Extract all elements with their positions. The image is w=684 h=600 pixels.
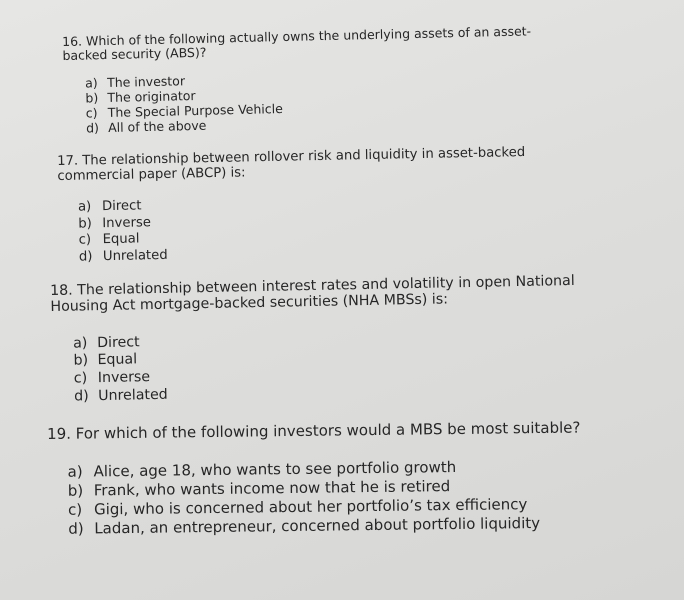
option-text: Unrelated bbox=[102, 247, 168, 264]
option-letter: a) bbox=[73, 334, 88, 352]
option-text: The Special Purpose Vehicle bbox=[107, 100, 283, 120]
option-text: The investor bbox=[106, 72, 186, 90]
option-letter: b) bbox=[73, 352, 89, 369]
option-letter: d) bbox=[85, 119, 100, 136]
option-letter: d) bbox=[78, 249, 93, 265]
option-letter: d) bbox=[74, 388, 89, 405]
option-letter: b) bbox=[78, 216, 93, 232]
option-letter: b) bbox=[67, 481, 84, 500]
option-text: Ladan, an entrepreneur, concerned about portfolio liquidity bbox=[94, 513, 541, 537]
option-text: All of the above bbox=[107, 117, 207, 135]
question-18 bbox=[50, 273, 592, 407]
question-text: 16. Which of the following actually owns the underlying assets of an asset-backed security (ABS)? bbox=[61, 23, 532, 64]
question-text: 18. The relationship between interest rates and volatility in open National Housing Act mortgage-backed securities (NHA MBSs) is: bbox=[50, 272, 575, 316]
option-letter: a) bbox=[77, 199, 92, 215]
option-letter: b) bbox=[85, 89, 99, 106]
question-19 bbox=[47, 419, 608, 538]
option-list bbox=[85, 64, 564, 135]
option-letter: c) bbox=[85, 104, 98, 121]
option-letter: a) bbox=[84, 74, 98, 91]
question-text: 17. The relationship between rollover risk and liquidity in asset-backed commercial paper (ABCP) is: bbox=[57, 145, 526, 185]
option-list bbox=[67, 456, 608, 538]
option-text: Unrelated bbox=[98, 386, 168, 405]
question-17 bbox=[57, 144, 569, 266]
option-list bbox=[73, 325, 592, 406]
option-text: Equal bbox=[97, 351, 138, 369]
option-letter: c) bbox=[78, 232, 92, 248]
option-text: Alice, age 18, who wants to see portfolio growth bbox=[93, 458, 457, 481]
option-list bbox=[78, 191, 569, 266]
option-letter: c) bbox=[73, 370, 88, 387]
option-letter: c) bbox=[67, 500, 83, 519]
option-text: Direct bbox=[97, 333, 140, 351]
option-text: The originator bbox=[107, 87, 196, 105]
option-text: Inverse bbox=[102, 215, 152, 231]
option-text: Gigi, who is concerned about her portfolio’s tax efficiency bbox=[93, 494, 528, 519]
question-text: 19. For which of the following investors would a MBS be most suitable? bbox=[46, 418, 581, 443]
question-16 bbox=[62, 24, 564, 136]
option-letter: a) bbox=[67, 462, 83, 482]
option-text: Inverse bbox=[97, 369, 151, 387]
option-text: Frank, who wants income now that he is retired bbox=[93, 477, 451, 500]
option-letter: d) bbox=[68, 519, 84, 538]
option-text: Direct bbox=[101, 198, 142, 215]
option-text: Equal bbox=[102, 231, 140, 248]
